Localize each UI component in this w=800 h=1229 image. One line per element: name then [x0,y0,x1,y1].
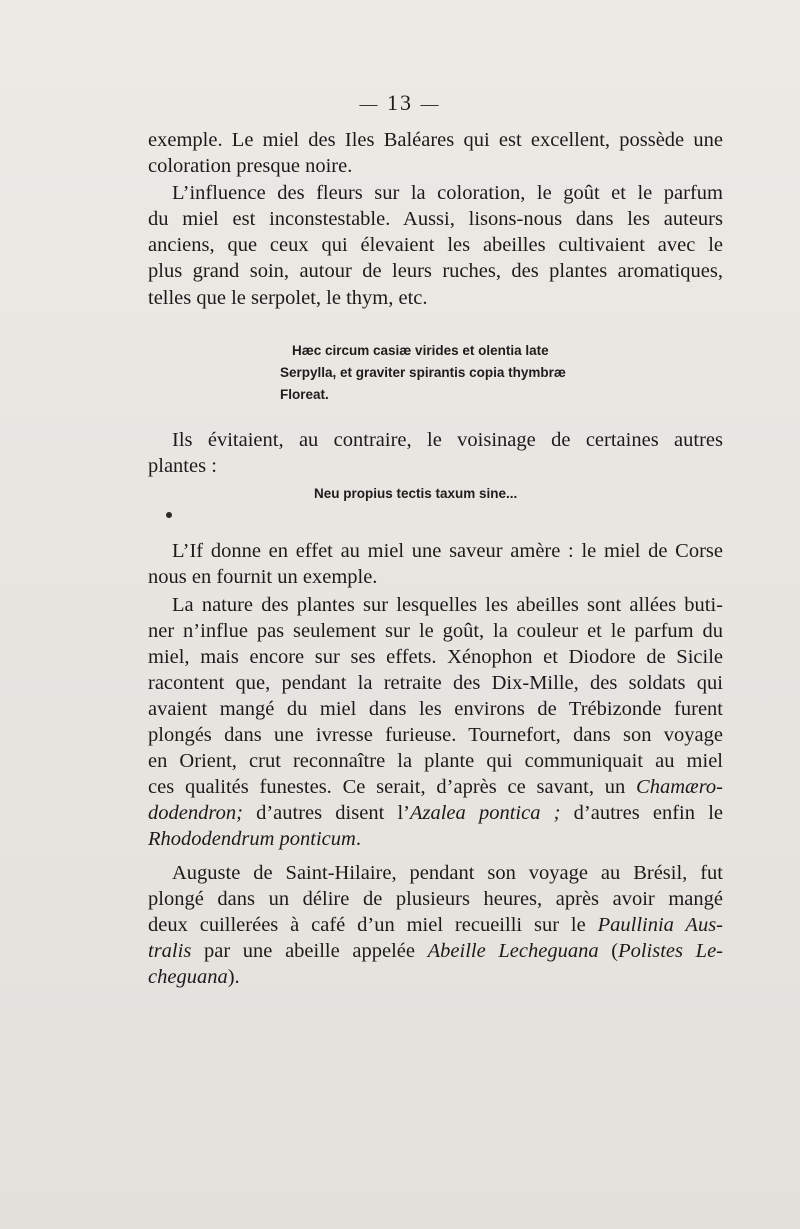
line-text: ). [227,966,240,988]
paragraph-line [148,964,240,990]
latin-quote-line: Neu propius tectis taxum sine... [314,486,518,501]
latin-quote-line: Hæc circum casiæ virides et olentia late [292,343,549,358]
italic-term: tralis [148,940,192,962]
line-text: . [355,828,361,850]
paragraph-line: exemple. Le miel des Iles Baléares qui est excellent, possède une [148,129,723,151]
paragraph-line: nous en fournit un exemple. [148,566,378,588]
line-text: d’autres disent l’ [242,802,410,824]
paragraph-line: plongé dans un délire de plusieurs heures, après avoir mangé [148,888,723,910]
paragraph-line [148,800,723,826]
italic-term: cheguana [148,966,228,988]
paragraph-line [148,912,723,938]
paragraph-line: telles que le serpolet, le thym, etc. [148,287,428,309]
italic-term: Paullinia Aus- [597,914,724,936]
italic-term: Rhododendrum ponticum [148,828,356,850]
paragraph-line [148,826,361,852]
line-text: d’autres enfin le [560,802,723,824]
line-text: ces qualités funestes. Ce serait, d’après ce savant, un [148,776,637,798]
italic-term: Polistes Le- [618,940,724,962]
paragraph-line: anciens, que ceux qui élevaient les abeilles cultivaient avec le [148,234,723,256]
paragraph-line: L’influence des fleurs sur la coloration, le goût et le parfum [172,182,723,204]
paragraph-line: avaient mangé du miel dans les environs de Trébizonde furent [148,698,723,720]
paragraph-line [148,938,723,964]
folio-dash-right: — [420,94,441,114]
italic-term: Abeille Lecheguana [427,940,599,962]
paragraph-line: plantes : [148,455,217,477]
paragraph-line: La nature des plantes sur lesquelles les abeilles sont allées buti- [172,594,723,616]
paragraph-line: plus grand soin, autour de leurs ruches, des plantes aromatiques, [148,260,723,282]
paragraph-line: Auguste de Saint-Hilaire, pendant son voyage au Brésil, fut [172,862,723,884]
paragraph-line: Ils évitaient, au contraire, le voisinage de certaines autres [172,429,723,451]
latin-quote-line: Floreat. [280,387,329,402]
italic-term: Azalea pontica ; [409,802,561,824]
paragraph-line: ner n’influe pas seulement sur le goût, la couleur et le parfum du [148,620,723,642]
stray-mark [166,512,172,518]
paragraph-line: L’If donne en effet au miel une saveur amère : le miel de Corse [172,540,723,562]
paragraph-line: du miel est inconstestable. Aussi, lisons-nous dans les auteurs [148,208,723,230]
line-text: deux cuillerées à café d’un miel recueilli sur le [148,914,598,936]
italic-term: dodendron; [148,802,243,824]
paragraph-line: en Orient, crut reconnaître la plante qui communiquait au miel [148,750,723,772]
italic-term: Chamæro- [636,776,723,798]
paragraph-line: miel, mais encore sur ses effets. Xénophon et Diodore de Sicile [148,646,723,668]
paragraph-line: coloration presque noire. [148,155,353,177]
page-number: 13 [387,90,413,115]
paragraph-line [148,774,723,800]
folio-dash-left: — [359,94,380,114]
page-folio [0,90,800,116]
latin-quote-line: Serpylla, et graviter spirantis copia thymbræ [280,365,566,380]
line-text: ( [598,940,619,962]
paragraph-line: plongés dans une ivresse furieuse. Tournefort, dans son voyage [148,724,723,746]
line-text: par une abeille appelée [191,940,428,962]
paragraph-line: racontent que, pendant la retraite des Dix-Mille, des soldats qui [148,672,723,694]
